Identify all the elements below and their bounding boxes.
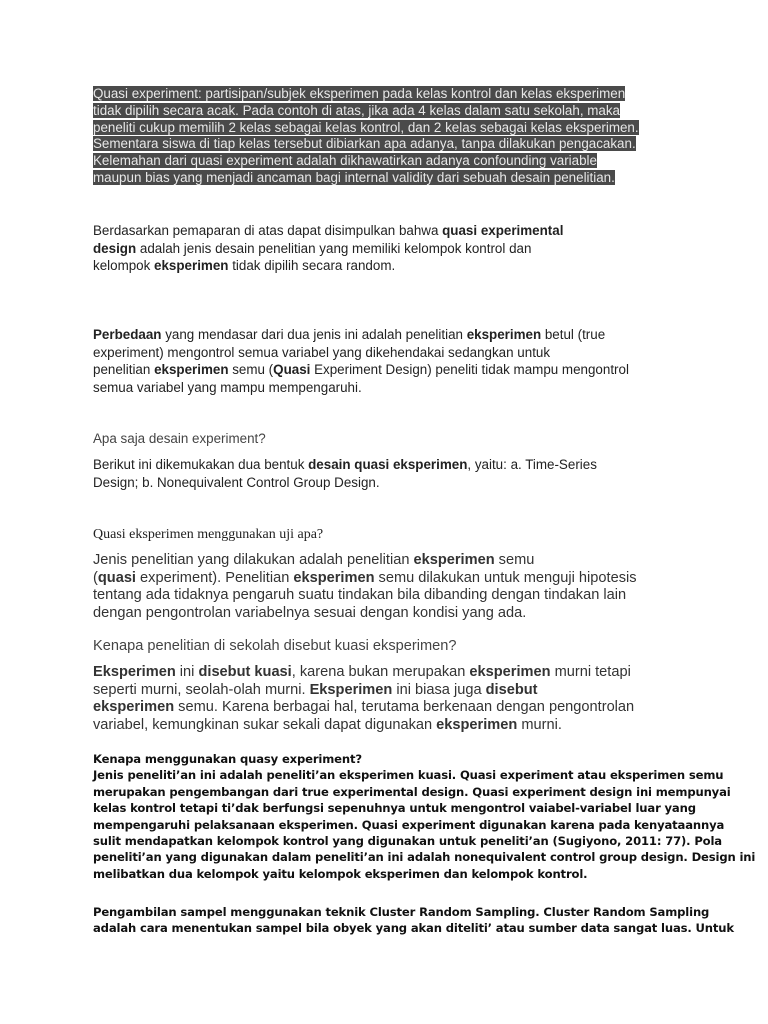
quasy-experiment-section [93,751,756,882]
highlighted-line: Kelemahan dari quasi experiment adalah dikhawatirkan adanya confounding variable [93,153,597,169]
designs-paragraph: Berikut ini dikemukakan dua bentuk desain quasi eksperimen, yaitu: a. Time-Series Design; b. Nonequivalent Control Group Design. [93,457,597,490]
section-text-line: sulit mendapatkan kelompok kontrol yang digunakan untuk peneliti’an (Sugiyono, 2011: 77). Pola [93,834,722,849]
highlighted-line: maupun bias yang menjadi ancaman bagi internal validity dari sebuah desain penelitian. [93,169,615,185]
section-text-line: merupakan pengembangan dari true experimental design. Quasi experiment design ini mempunyai [93,784,731,799]
question-heading: Apa saja desain experiment? [93,431,266,446]
section-text-line: peneliti’an yang digunakan dalam peneliti’an ini adalah nonequivalent control group design. Design ini [93,850,756,865]
section-text-line: mempengaruhi pelaksanaan eksperimen. Quasi experiment digunakan karena pada kenyataannya [93,817,725,832]
question-heading: Quasi eksperimen menggunakan uji apa? [93,527,324,542]
section-text-line: kelas kontrol tetapi ti’dak berfungsi sepenuhnya untuk mengontrol vaiabel-variabel luar yang [93,801,696,816]
highlighted-line: peneliti cukup memilih 2 kelas sebagai kelas kontrol, dan 2 kelas sebagai kelas eksperimen. [93,119,639,135]
conclusion-paragraph: Berdasarkan pemaparan di atas dapat disimpulkan bahwa quasi experimental design adalah jenis desain penelitian yang memiliki kelompok kontrol dan kelompok eksperimen tidak dipilih secara random. [93,223,564,273]
highlighted-line: Quasi experiment: partisipan/subjek eksperimen pada kelas kontrol dan kelas eksperimen [93,86,626,101]
sampling-section [93,904,734,937]
section-text-line: Jenis peneliti’an ini adalah peneliti’an eksperimen kuasi. Quasi experiment atau eksperimen semu [93,768,724,783]
question-heading: Kenapa penelitian di sekolah disebut kuasi eksperimen? [93,638,457,654]
why-quasi-paragraph: Eksperimen ini disebut kuasi, karena bukan merupakan eksperimen murni tetapi seperti murni, seolah-olah murni. Eksperimen ini biasa juga disebut eksperimen semu. Karena berbagai hal, terutama berkenaan dengan pengontrolan variabel, kemungkinan sukar sekali dapat digunakan eksperimen murni. [93,664,635,733]
highlighted-paragraph[interactable] [93,86,668,187]
section-text-line: Pengambilan sampel menggunakan teknik Cluster Random Sampling. Cluster Random Sampling [93,905,710,919]
section-heading: Kenapa menggunakan quasy experiment? [93,752,362,766]
section-text-line: adalah cara menentukan sampel bila obyek yang akan diteliti’ atau sumber data sangat luas. Untuk [93,921,734,936]
difference-paragraph: Perbedaan yang mendasar dari dua jenis ini adalah penelitian eksperimen betul (true experiment) mengontrol semua variabel yang dikehendakai sedangkan untuk penelitian eksperimen semu (Quasi Experiment Design) peneliti tidak mampu mengontrol semua variabel yang mampu mempengaruhi. [93,327,629,395]
highlighted-line: tidak dipilih secara acak. Pada contoh di atas, jika ada 4 kelas dalam satu sekolah, maka [93,102,621,118]
research-type-paragraph: Jenis penelitian yang dilakukan adalah penelitian eksperimen semu (quasi experiment). Penelitian eksperimen semu dilakukan untuk menguji hipotesis tentang ada tidaknya pengaruh suatu tindakan bila dibanding dengan tindakan lain dengan pengontrolan variabelnya sesuai dengan kondisi yang ada. [93,552,637,621]
highlighted-line: Sementara siswa di tiap kelas tersebut dibiarkan apa adanya, tanpa dilakukan pengacakan. [93,136,636,152]
section-text-line: melibatkan dua kelompok yaitu kelompok eksperimen dan kelompok kontrol. [93,866,588,881]
